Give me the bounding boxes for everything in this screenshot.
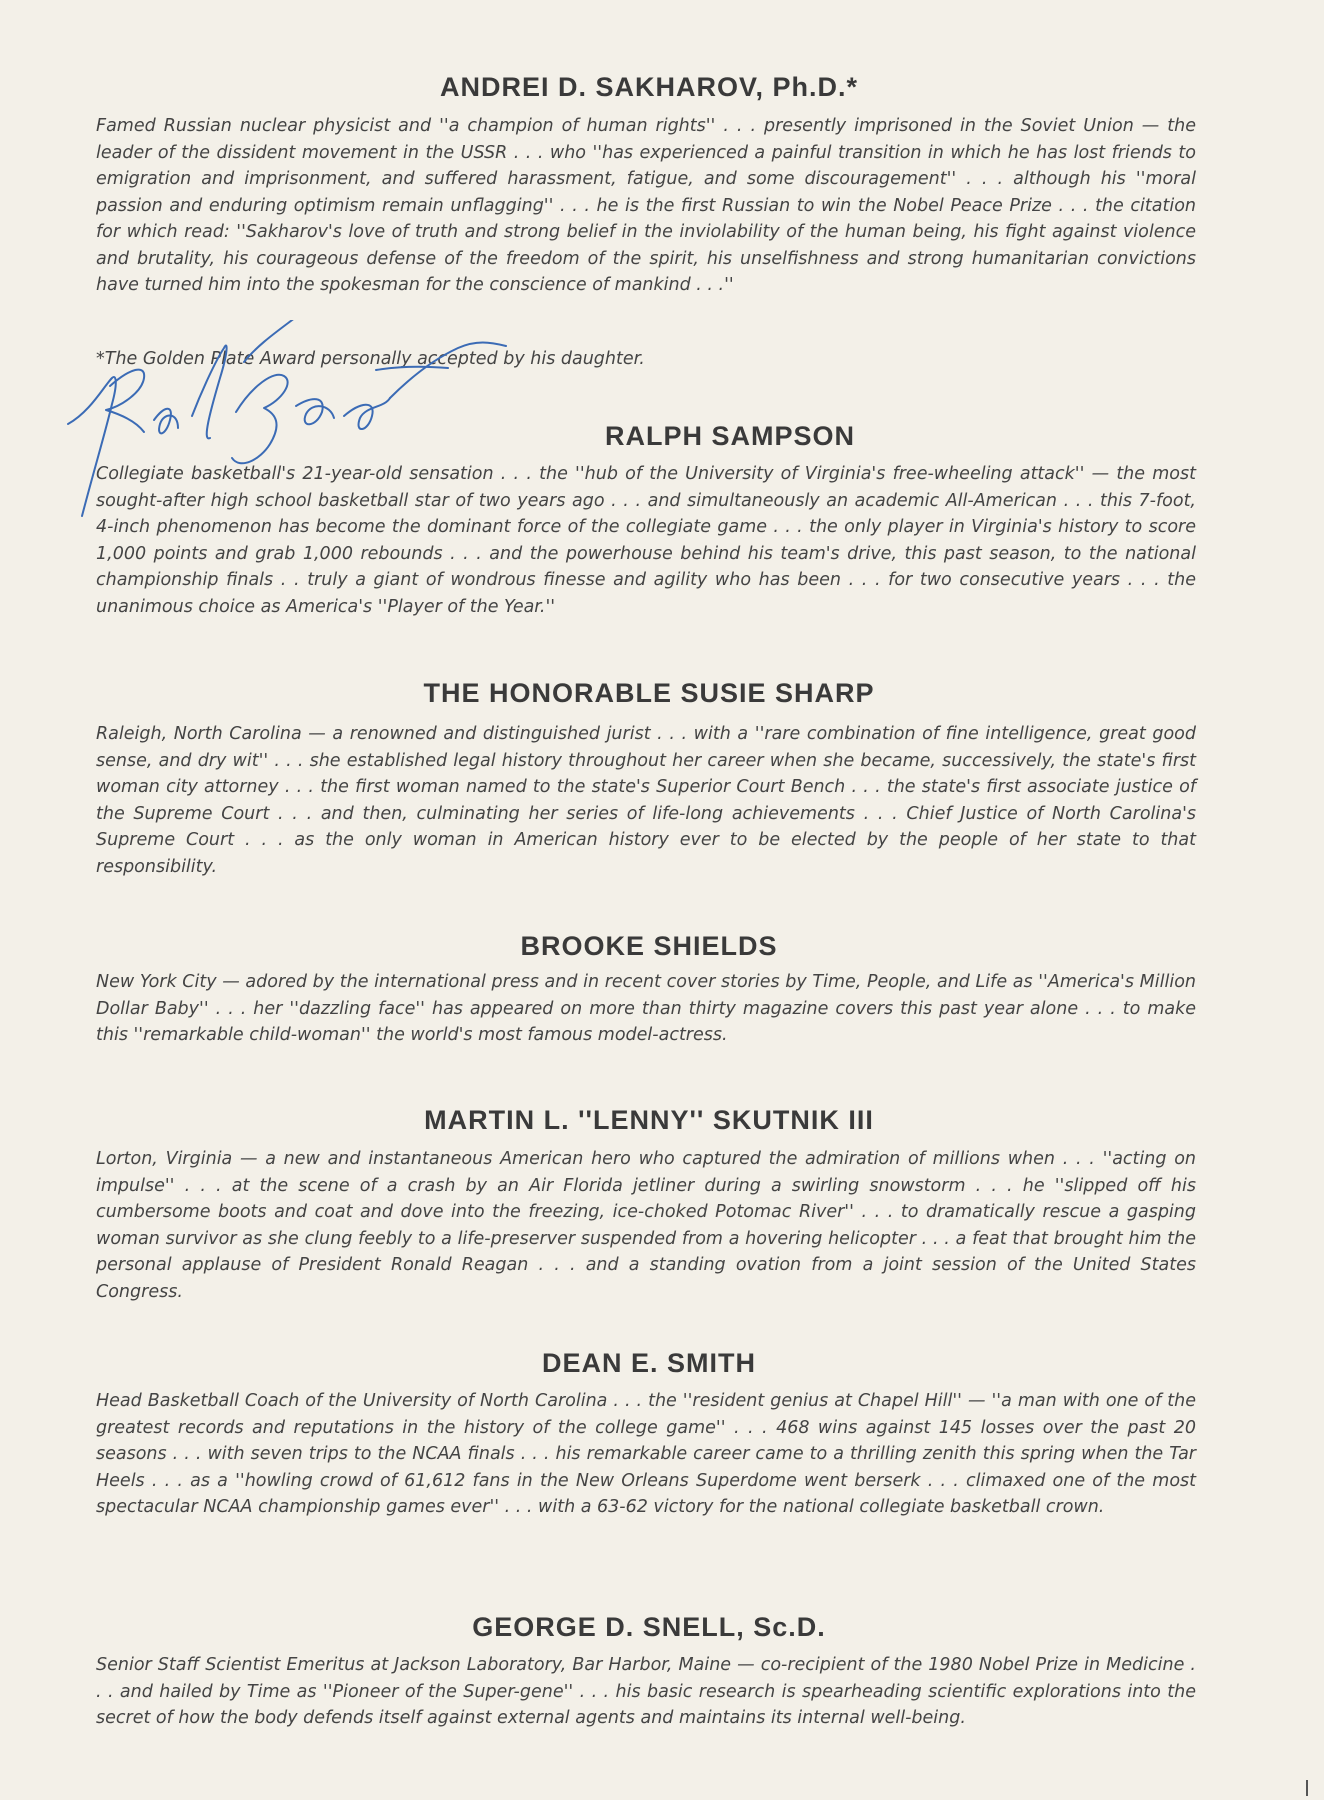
entry-heading-shields: BROOKE SHIELDS bbox=[520, 931, 778, 961]
entry-text-sakharov: Famed Russian nuclear physicist and ''a champion of human rights'' . . . presently imprisoned in the Soviet Union — the leader of the dissident movement in the USSR . . . who ''has experienced a painful transition in which he has lost friends to emigration and imprisonment, and suffered harassment, fatigue, and some discouragement'' . . . although his ''moral passion and enduring optimism remain unflagging'' . . . he is the first Russian to win the Nobel Peace Prize . . . the citation for which read: ''Sakharov's love of truth and strong belief in the inviolability of the human being, his fight against violence and brutality, his courageous defense of the freedom of the spirit, his unselfishness and strong humanitarian convictions have turned him into the spokesman for the conscience of mankind . . .'' bbox=[96, 116, 1196, 295]
entry-text-smith: Head Basketball Coach of the University of North Carolina . . . the ''resident genius at Chapel Hill'' — ''a man with one of the greatest records and reputations in the history of the college game'' . . . 468 wins against 145 losses over the past 20 seasons . . . with seven trips to the NCAA finals . . . his remarkable career came to a thrilling zenith this spring when the Tar Heels . . . as a ''howling crowd of 61,612 fans in the New Orleans Superdome went berserk . . . climaxed one of the most spectacular NCAA championship games ever'' . . . with a 63-62 victory for the national collegiate basketball crown. bbox=[96, 1391, 1196, 1517]
page-edge-mark bbox=[1306, 1780, 1308, 1796]
entry-text-sharp: Raleigh, North Carolina — a renowned and distinguished jurist . . . with a ''rare combination of fine intelligence, great good sense, and dry wit'' . . . she established legal history throughout her career when she became, successively, the state's first woman city attorney . . . the first woman named to the state's Superior Court Bench . . . the state's first associate justice of the Supreme Court . . . and then, culminating her series of life-long achievements . . . Chief Justice of North Carolina's Supreme Court . . . as the only woman in American history ever to be elected by the people of her state to that responsibility. bbox=[96, 724, 1196, 877]
entry-heading-smith: DEAN E. SMITH bbox=[541, 1348, 756, 1378]
entry-heading-sakharov: ANDREI D. SAKHAROV, Ph.D.* bbox=[439, 72, 859, 102]
entry-heading-sharp: THE HONORABLE SUSIE SHARP bbox=[423, 678, 875, 708]
entry-heading-skutnik: MARTIN L. ''LENNY'' SKUTNIK III bbox=[424, 1105, 874, 1135]
entry-heading-sampson: RALPH SAMPSON bbox=[604, 421, 855, 451]
entry-text-sampson: Collegiate basketball's 21-year-old sensation . . . the ''hub of the University of Virginia's free-wheeling attack'' — the most sought-after high school basketball star of two years ago . . . and simultaneously an academic All-American . . . this 7-foot, 4-inch phenomenon has become the dominant force of the collegiate game . . . the only player in Virginia's history to score 1,000 points and grab 1,000 rebounds . . . and the powerhouse behind his team's drive, this past season, to the national championship finals . . truly a giant of wondrous finesse and agility who has been . . . for two consecutive years . . . the unanimous choice as America's ''Player of the Year.'' bbox=[96, 464, 1196, 617]
entry-text-snell: Senior Staff Scientist Emeritus at Jackson Laboratory, Bar Harbor, Maine — co-recipient of the 1980 Nobel Prize in Medicine . . . and hailed by Time as ''Pioneer of the Super-gene'' . . . his basic research is spearheading scientific explorations into the secret of how the body defends itself against external agents and maintains its internal well-being. bbox=[96, 1655, 1196, 1728]
entry-text-skutnik: Lorton, Virginia — a new and instantaneous American hero who captured the admiration of millions when . . . ''acting on impulse'' . . . at the scene of a crash by an Air Florida jetliner during a swirling snowstorm . . . he ''slipped off his cumbersome boots and coat and dove into the freezing, ice-choked Potomac River'' . . . to dramatically rescue a gasping woman survivor as she clung feebly to a life-preserver suspended from a hovering helicopter . . . a feat that brought him the personal applause of President Ronald Reagan . . . and a standing ovation from a joint session of the United States Congress. bbox=[96, 1149, 1196, 1302]
entry-footnote-sakharov: *The Golden Plate Award personally accepted by his daughter. bbox=[96, 349, 645, 369]
entry-heading-snell: GEORGE D. SNELL, Sc.D. bbox=[472, 1612, 826, 1642]
entry-text-shields: New York City — adored by the international press and in recent cover stories by Time, People, and Life as ''America's Million Dollar Baby'' . . . her ''dazzling face'' has appeared on more than thirty magazine covers this past year alone . . . to make this ''remarkable child-woman'' the world's most famous model-actress. bbox=[96, 972, 1196, 1045]
